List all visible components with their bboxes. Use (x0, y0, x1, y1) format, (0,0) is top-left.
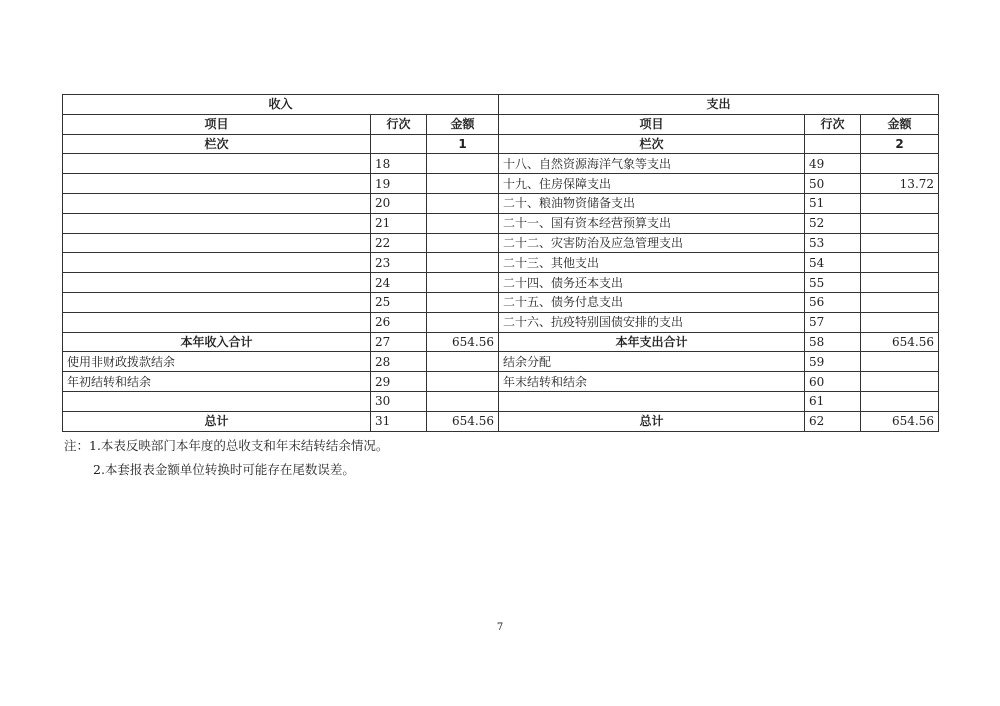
income-row-no: 22 (371, 233, 427, 253)
income-amount-header: 金额 (427, 114, 499, 134)
income-row-no-header: 行次 (371, 114, 427, 134)
income-amount (427, 312, 499, 332)
income-item-header: 项目 (63, 114, 371, 134)
expense-row-no: 55 (805, 273, 861, 293)
income-expense-table (62, 94, 939, 432)
table-row (63, 233, 939, 253)
income-amount (427, 193, 499, 213)
expense-grand-total-label: 总计 (499, 411, 805, 431)
expense-row-no: 59 (805, 352, 861, 372)
income-item (63, 391, 371, 411)
table-row (63, 372, 939, 392)
expense-item: 二十六、抗疫特别国债安排的支出 (499, 312, 805, 332)
expense-amount (861, 154, 939, 174)
income-amount (427, 213, 499, 233)
expense-row-no-header: 行次 (805, 114, 861, 134)
expense-amount-col-index: 2 (861, 134, 939, 154)
expense-amount (861, 253, 939, 273)
col-index-row (63, 134, 939, 154)
expense-amount (861, 233, 939, 253)
table-row (63, 312, 939, 332)
table-row (63, 292, 939, 312)
income-row-no: 30 (371, 391, 427, 411)
expense-year-total-row-no: 58 (805, 332, 861, 352)
income-header: 收入 (63, 95, 499, 115)
expense-grand-total-amount: 654.56 (861, 411, 939, 431)
income-row-no: 25 (371, 292, 427, 312)
expense-grand-total-row-no: 62 (805, 411, 861, 431)
expense-item: 二十四、债务还本支出 (499, 273, 805, 293)
page-number: 7 (496, 622, 504, 633)
table-row (63, 352, 939, 372)
income-item (63, 233, 371, 253)
income-item (63, 193, 371, 213)
year-total-row (63, 332, 939, 352)
expense-year-total-label: 本年支出合计 (499, 332, 805, 352)
expense-amount (861, 273, 939, 293)
income-row-no: 18 (371, 154, 427, 174)
expense-item: 十九、住房保障支出 (499, 174, 805, 194)
expense-item: 二十、粮油物资储备支出 (499, 193, 805, 213)
expense-item: 十八、自然资源海洋气象等支出 (499, 154, 805, 174)
income-amount (427, 253, 499, 273)
expense-row-no: 56 (805, 292, 861, 312)
expense-row-no: 54 (805, 253, 861, 273)
income-row-no: 23 (371, 253, 427, 273)
income-amount (427, 174, 499, 194)
income-grand-total-amount: 654.56 (427, 411, 499, 431)
expense-row-no: 49 (805, 154, 861, 174)
note-1: 注：1.本表反映部门本年度的总收支和年末结转结余情况。 (64, 438, 389, 453)
expense-amount (861, 352, 939, 372)
expense-row-no: 53 (805, 233, 861, 253)
income-row-no: 29 (371, 372, 427, 392)
income-amount (427, 233, 499, 253)
expense-item: 二十一、国有资本经营预算支出 (499, 213, 805, 233)
expense-item (499, 391, 805, 411)
income-row-no: 20 (371, 193, 427, 213)
expense-row-no: 57 (805, 312, 861, 332)
expense-item: 年末结转和结余 (499, 372, 805, 392)
expense-item: 二十二、灾害防治及应急管理支出 (499, 233, 805, 253)
income-grand-total-label: 总计 (63, 411, 371, 431)
income-col-index-empty (371, 134, 427, 154)
expense-amount (861, 292, 939, 312)
table-row (63, 193, 939, 213)
expense-item: 二十三、其他支出 (499, 253, 805, 273)
table-row (63, 273, 939, 293)
income-item (63, 154, 371, 174)
expense-row-no: 52 (805, 213, 861, 233)
grand-total-row (63, 411, 939, 431)
income-year-total-row-no: 27 (371, 332, 427, 352)
section-header-row (63, 95, 939, 115)
expense-amount (861, 391, 939, 411)
expense-col-index-empty (805, 134, 861, 154)
column-header-row (63, 114, 939, 134)
expense-row-no: 61 (805, 391, 861, 411)
expense-amount: 13.72 (861, 174, 939, 194)
expense-year-total-amount: 654.56 (861, 332, 939, 352)
income-row-no: 28 (371, 352, 427, 372)
expense-item: 结余分配 (499, 352, 805, 372)
table-row (63, 154, 939, 174)
income-amount (427, 372, 499, 392)
income-item (63, 292, 371, 312)
expense-amount (861, 312, 939, 332)
expense-amount (861, 213, 939, 233)
income-col-index-label: 栏次 (63, 134, 371, 154)
table-notes (64, 434, 388, 482)
income-grand-total-row-no: 31 (371, 411, 427, 431)
table-row (63, 213, 939, 233)
expense-header: 支出 (499, 95, 939, 115)
income-item (63, 312, 371, 332)
expense-amount (861, 372, 939, 392)
income-amount (427, 154, 499, 174)
table-row (63, 174, 939, 194)
income-amount (427, 391, 499, 411)
income-item (63, 213, 371, 233)
expense-row-no: 60 (805, 372, 861, 392)
expense-row-no: 51 (805, 193, 861, 213)
table-row (63, 391, 939, 411)
income-item (63, 273, 371, 293)
income-item: 年初结转和结余 (63, 372, 371, 392)
income-row-no: 21 (371, 213, 427, 233)
expense-item-header: 项目 (499, 114, 805, 134)
income-item (63, 253, 371, 273)
income-row-no: 24 (371, 273, 427, 293)
income-item (63, 174, 371, 194)
income-amount-col-index: 1 (427, 134, 499, 154)
expense-row-no: 50 (805, 174, 861, 194)
income-row-no: 26 (371, 312, 427, 332)
income-item: 使用非财政拨款结余 (63, 352, 371, 372)
expense-amount (861, 193, 939, 213)
expense-col-index-label: 栏次 (499, 134, 805, 154)
expense-item: 二十五、债务付息支出 (499, 292, 805, 312)
table-row (63, 253, 939, 273)
income-amount (427, 292, 499, 312)
note-2: 2.本套报表金额单位转换时可能存在尾数误差。 (93, 462, 355, 477)
income-amount (427, 273, 499, 293)
expense-amount-header: 金额 (861, 114, 939, 134)
income-row-no: 19 (371, 174, 427, 194)
income-year-total-amount: 654.56 (427, 332, 499, 352)
income-amount (427, 352, 499, 372)
income-year-total-label: 本年收入合计 (63, 332, 371, 352)
